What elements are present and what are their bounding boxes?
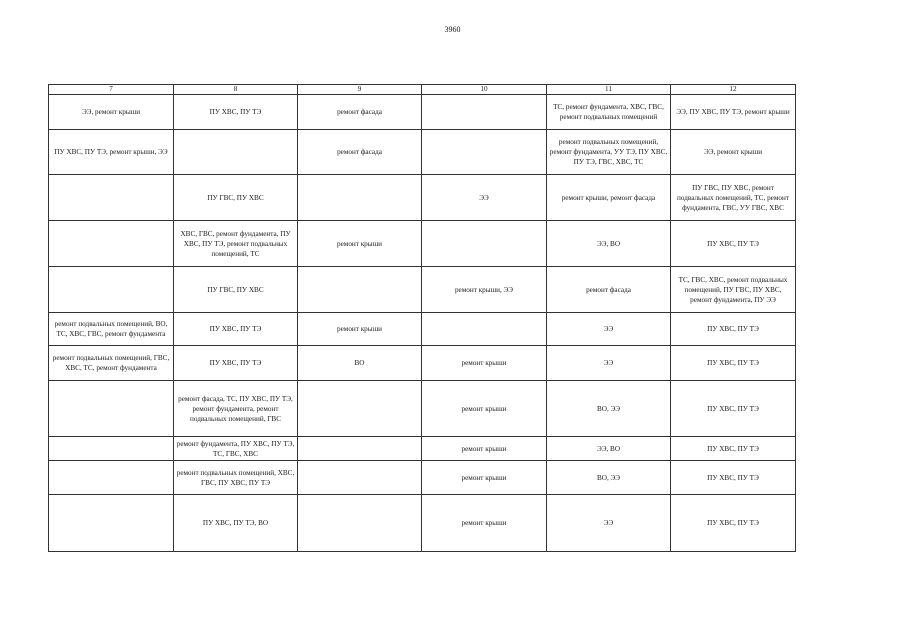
table-cell: ЭЭ bbox=[547, 346, 671, 381]
table-cell: ПУ ХВС, ПУ ТЭ, ремонт крыши, ЭЭ bbox=[49, 130, 174, 175]
table-cell: ПУ ХВС, ПУ ТЭ bbox=[671, 495, 796, 552]
table-header-row bbox=[49, 85, 796, 95]
table-cell bbox=[298, 267, 422, 313]
table-cell: ПУ ГВС, ПУ ХВС bbox=[174, 267, 298, 313]
table-cell bbox=[298, 381, 422, 437]
table-cell: ПУ ХВС, ПУ ТЭ bbox=[671, 437, 796, 461]
table-cell: ПУ ХВС, ПУ ТЭ, ВО bbox=[174, 495, 298, 552]
table-cell: ЭЭ, ремонт крыши bbox=[671, 130, 796, 175]
table-cell: ПУ ХВС, ПУ ТЭ bbox=[174, 313, 298, 346]
table-cell bbox=[422, 95, 547, 130]
column-header: 7 bbox=[49, 85, 174, 95]
table-cell bbox=[174, 130, 298, 175]
table-cell: ремонт фасада bbox=[547, 267, 671, 313]
table-cell: ремонт крыши bbox=[422, 381, 547, 437]
table-row bbox=[49, 461, 796, 495]
table-row bbox=[49, 95, 796, 130]
table-row bbox=[49, 313, 796, 346]
table-cell bbox=[49, 495, 174, 552]
table-cell: ремонт крыши, ремонт фасада bbox=[547, 175, 671, 221]
column-header: 8 bbox=[174, 85, 298, 95]
table-cell: ПУ ХВС, ПУ ТЭ bbox=[671, 221, 796, 267]
table-cell: ХВС, ГВС, ремонт фундамента, ПУ ХВС, ПУ ТЭ, ремонт подвальных помещений, ТС bbox=[174, 221, 298, 267]
table-cell: ЭЭ, ПУ ХВС, ПУ ТЭ, ремонт крыши bbox=[671, 95, 796, 130]
table-cell bbox=[298, 437, 422, 461]
table-row bbox=[49, 175, 796, 221]
table-cell: ПУ ХВС, ПУ ТЭ bbox=[671, 346, 796, 381]
table-cell: ремонт подвальных помещений, ремонт фундамента, УУ ТЭ, ПУ ХВС, ПУ ТЭ, ГВС, ХВС, ТС bbox=[547, 130, 671, 175]
table-row bbox=[49, 221, 796, 267]
table-cell bbox=[298, 461, 422, 495]
table-row bbox=[49, 267, 796, 313]
table-cell: ремонт подвальных помещений, ГВС, ХВС, ТС, ремонт фундамента bbox=[49, 346, 174, 381]
table-cell: ремонт крыши bbox=[422, 437, 547, 461]
column-header: 12 bbox=[671, 85, 796, 95]
table-cell: ремонт крыши bbox=[298, 221, 422, 267]
table-cell bbox=[49, 267, 174, 313]
table-row bbox=[49, 381, 796, 437]
table-cell: ремонт крыши, ЭЭ bbox=[422, 267, 547, 313]
table-cell: ремонт фасада bbox=[298, 130, 422, 175]
table-cell: ремонт крыши bbox=[422, 495, 547, 552]
table-cell: ремонт крыши bbox=[298, 313, 422, 346]
table-cell: ПУ ХВС, ПУ ТЭ bbox=[174, 95, 298, 130]
table-row bbox=[49, 346, 796, 381]
table-cell: ВО, ЭЭ bbox=[547, 461, 671, 495]
table-cell: ремонт крыши bbox=[422, 461, 547, 495]
column-header: 11 bbox=[547, 85, 671, 95]
table-cell: ЭЭ, ВО bbox=[547, 437, 671, 461]
table-cell: ВО bbox=[298, 346, 422, 381]
table-row bbox=[49, 495, 796, 552]
table-cell bbox=[422, 130, 547, 175]
table-cell: ТС, ГВС, ХВС, ремонт подвальных помещений, ПУ ГВС, ПУ ХВС, ремонт фундамента, ПУ ЭЭ bbox=[671, 267, 796, 313]
table-cell: ремонт фундамента, ПУ ХВС, ПУ ТЭ, ТС, ГВС, ХВС bbox=[174, 437, 298, 461]
table-cell: ПУ ХВС, ПУ ТЭ bbox=[174, 346, 298, 381]
table-cell: ПУ ХВС, ПУ ТЭ bbox=[671, 313, 796, 346]
table-cell: ремонт крыши bbox=[422, 346, 547, 381]
table-cell: ПУ ГВС, ПУ ХВС bbox=[174, 175, 298, 221]
table-cell: ПУ ГВС, ПУ ХВС, ремонт подвальных помещений, ТС, ремонт фундамента, ГВС, УУ ГВС, ХВС bbox=[671, 175, 796, 221]
table-cell bbox=[49, 175, 174, 221]
table-cell bbox=[49, 221, 174, 267]
table-cell: ремонт подвальных помещений, ХВС, ГВС, ПУ ХВС, ПУ ТЭ bbox=[174, 461, 298, 495]
table-cell: ТС, ремонт фундамента, ХВС, ГВС, ремонт подвальных помещений bbox=[547, 95, 671, 130]
table-cell bbox=[49, 381, 174, 437]
table-cell: ремонт фасада bbox=[298, 95, 422, 130]
table-cell: ЭЭ, ВО bbox=[547, 221, 671, 267]
table-cell bbox=[422, 313, 547, 346]
column-header: 9 bbox=[298, 85, 422, 95]
table-cell: ремонт подвальных помещений, ВО, ТС, ХВС, ГВС, ремонт фундамента bbox=[49, 313, 174, 346]
table-cell: ПУ ХВС, ПУ ТЭ bbox=[671, 461, 796, 495]
column-header: 10 bbox=[422, 85, 547, 95]
table-row bbox=[49, 130, 796, 175]
table-cell: ЭЭ bbox=[547, 495, 671, 552]
works-table bbox=[48, 84, 796, 552]
table-cell bbox=[298, 175, 422, 221]
table-cell bbox=[298, 495, 422, 552]
table-cell bbox=[49, 461, 174, 495]
table-cell: ПУ ХВС, ПУ ТЭ bbox=[671, 381, 796, 437]
table-cell: ЭЭ bbox=[547, 313, 671, 346]
table-cell: ЭЭ bbox=[422, 175, 547, 221]
table-cell: ВО, ЭЭ bbox=[547, 381, 671, 437]
table-cell bbox=[49, 437, 174, 461]
table-row bbox=[49, 437, 796, 461]
table-cell: ЭЭ, ремонт крыши bbox=[49, 95, 174, 130]
table-cell bbox=[422, 221, 547, 267]
table-cell: ремонт фасада, ТС, ПУ ХВС, ПУ ТЭ, ремонт фундамента, ремонт подвальных помещений, ГВС bbox=[174, 381, 298, 437]
page-number: 3960 bbox=[444, 25, 461, 34]
